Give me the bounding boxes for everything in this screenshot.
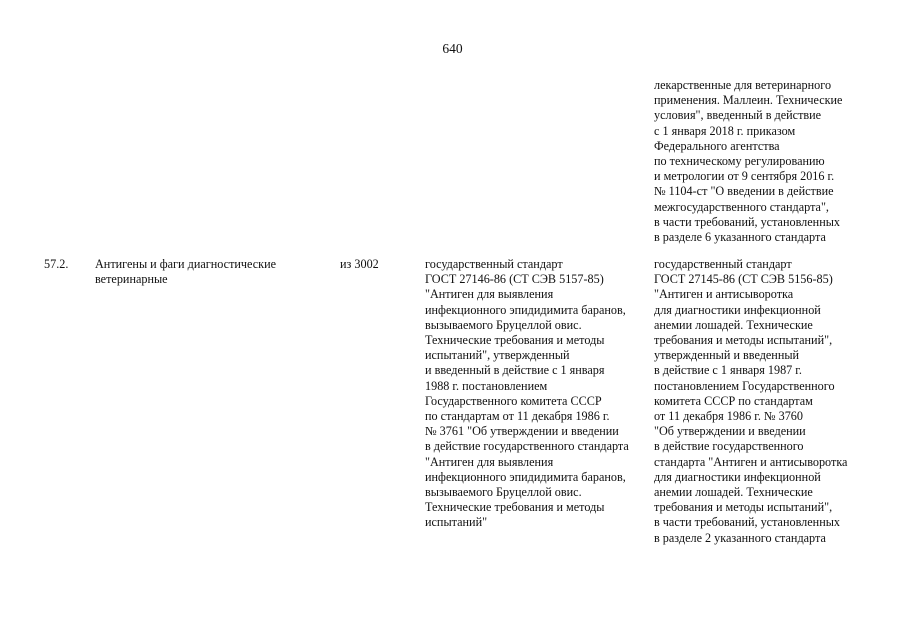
- standard-text-secondary: государственный стандарт ГОСТ 27145-86 (СТ СЭВ 5156-85) "Антиген и антисыворотка для диагностики инфекционной анемии лошадей. Технические требования и методы испытаний", утвержденный и введенный в действие с 1 января 1987 г. постановлением Государственного комитета СССР по стандартам от 11 декабря 1986 г. № 3760 "Об утверждении и введении в действие государственного стандарта "Антиген и антисыворотка для диагностики инфекционной анемии лошадей. Технические требования и методы испытаний", в части требований, установленных в разделе 2 указанного стандарта: [654, 257, 848, 545]
- page-number: 640: [442, 41, 463, 56]
- product-name: Антигены и фаги диагностические ветеринарные: [95, 257, 277, 287]
- standard-text-primary: государственный стандарт ГОСТ 27146-86 (СТ СЭВ 5157-85) "Антиген для выявления инфекционного эпидидимита баранов, вызываемого Бруцеллой овис. Технические требования и методы испытаний", утвержденный и введенный в действие с 1 января 1988 г. постановлением Государственного комитета СССР по стандартам от 11 декабря 1986 г. № 3761 "Об утверждении и введении в действие государственного стандарта "Антиген для выявления инфекционного эпидидимита баранов, вызываемого Бруцеллой овис. Технические требования и методы испытаний": [425, 257, 629, 530]
- tn-ved-code: из 3002: [340, 257, 379, 271]
- continued-standard-text: лекарственные для ветеринарного применения. Маллеин. Технические условия", введенный в действие с 1 января 2018 г. приказом Федерального агентства по техническому регулированию и метрологии от 9 сентября 2016 г. № 1104-ст "О введении в действие межгосударственного стандарта", в части требований, установленных в разделе 6 указанного стандарта: [654, 78, 843, 245]
- row-number: 57.2.: [44, 257, 69, 271]
